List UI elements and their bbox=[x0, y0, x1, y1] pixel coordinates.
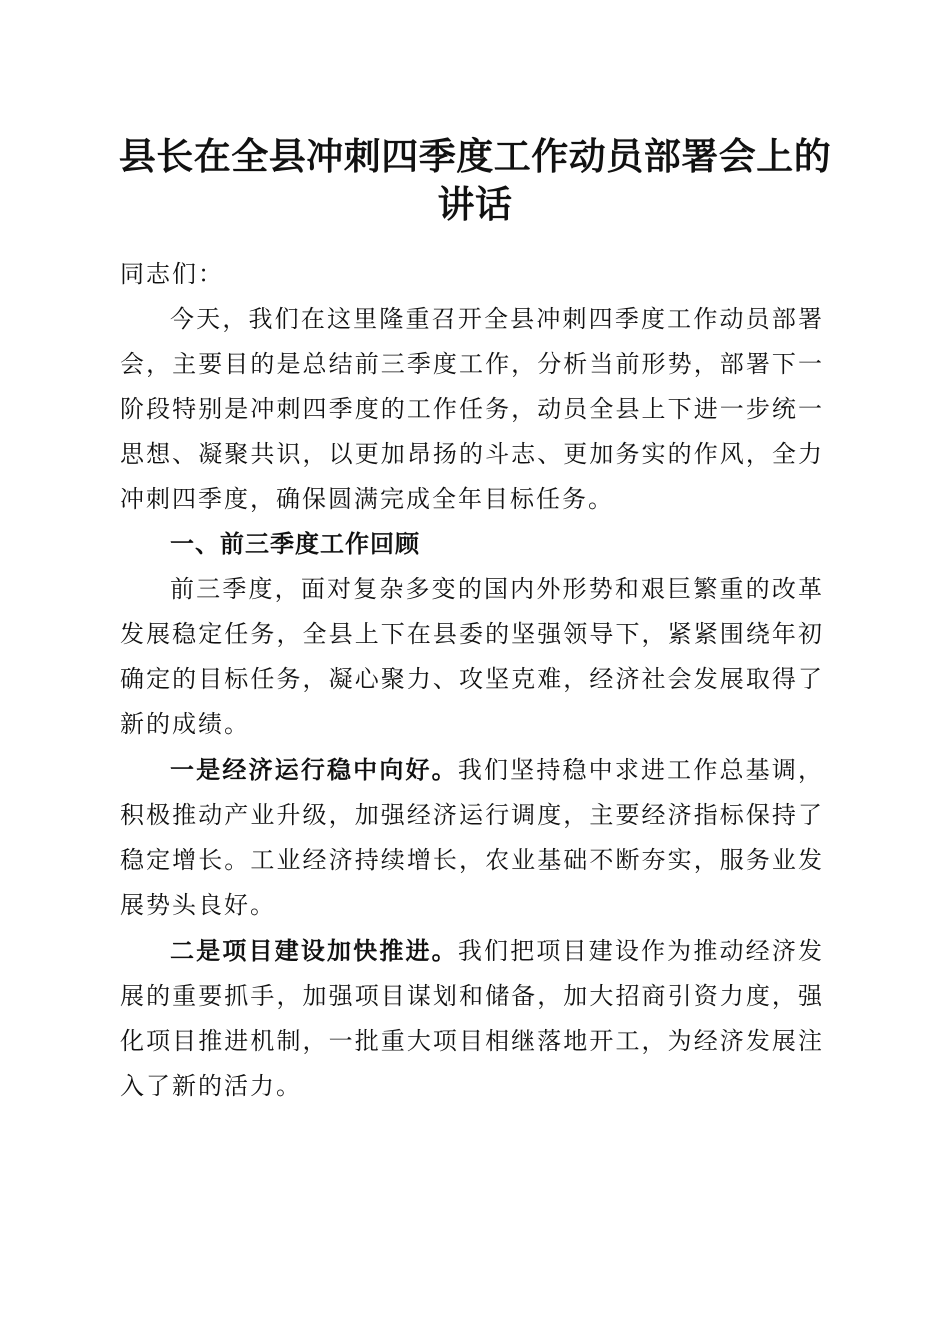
point-paragraph-projects bbox=[120, 928, 824, 1109]
salutation: 同志们： bbox=[120, 260, 224, 288]
point-text-projects: 我们把项目建设作为推动经济发展的重要抓手，加强项目谋划和储备，加大招商引资力度，强化项目推进机制，一批重大项目相继落地开工，为经济发展注入了新的活力。 bbox=[120, 937, 825, 1100]
section-heading: 一、前三季度工作回顾 bbox=[170, 530, 420, 558]
point-lead-projects: 二是项目建设加快推进。 bbox=[170, 936, 458, 965]
overview-paragraph: 前三季度，面对复杂多变的国内外形势和艰巨繁重的改革发展稳定任务，全县上下在县委的坚强领导下，紧紧围绕年初确定的目标任务，凝心聚力、攻坚克难，经济社会发展取得了新的成绩。 bbox=[120, 575, 824, 738]
intro-paragraph: 今天，我们在这里隆重召开全县冲刺四季度工作动员部署会，主要目的是总结前三季度工作，分析当前形势，部署下一阶段特别是冲刺四季度的工作任务，动员全县上下进一步统一思想、凝聚共识，以更加昂扬的斗志、更加务实的作风，全力冲刺四季度，确保圆满完成全年目标任务。 bbox=[120, 305, 824, 513]
point-paragraph-economy bbox=[120, 747, 824, 928]
point-text-economy: 我们坚持稳中求进工作总基调，积极推动产业升级，加强经济运行调度，主要经济指标保持了稳定增长。工业经济持续增长，农业基础不断夯实，服务业发展势头良好。 bbox=[120, 756, 825, 919]
document-body bbox=[120, 252, 824, 1109]
document-title: 县长在全县冲刺四季度工作动员部署会上的讲话 bbox=[118, 134, 832, 226]
point-lead-economy: 一是经济运行稳中向好。 bbox=[170, 755, 458, 784]
